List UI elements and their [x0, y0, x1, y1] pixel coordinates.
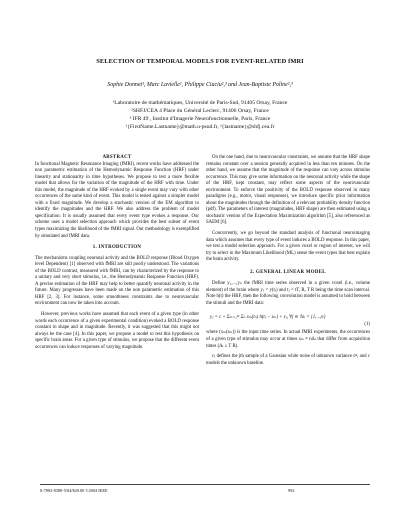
left-column [35, 155, 199, 355]
section-2-paragraph-1: Define y₁,...,yₙ the fMRI time series observed in a given voxel (i.e., volume element) of the brain where yⱼ = y(tⱼ) and tⱼ = tT, R, T R being the time scan interval. Note h(t) the HRF, then the following convolution model is assumed to hold between the stimuli and the fMRI data: [206, 281, 370, 306]
right-paragraph-1: On the one hand, due to neurovascular constraints, we assume that the HRF shape remains constant over a session generally acquired in less than ten minutes. On the other hand, we assume that the magnitude of the response can vary across stimulus occurrence. This may give some information on the neuronal activity while the shape of the HRF, kept constant, may reflect some aspects of the neurovascular environment. To enforce the positivity of the BOLD response observed in many paradigms (e.g., motor, visual responses), we introduce specific prior information about the magnitudes through the definition of a relevant probability density function (pdf). The parameters of interest (magnitudes, HRF shape) are then estimated using a stochastic version of the Expectation Maximization algorithm [5], also referenced as SAEM [6]. [206, 155, 370, 226]
equation-number: (1) [364, 322, 370, 328]
intro-paragraph-1: The mechanisms coupling neuronal activity and the BOLD response (Blood Oxygen level Dependent) [1] observed with fMRI are still poorly understood. The variations of the BOLD contrast, measured with fMRI, can by characterized by the response to a unitary and very short stimulus, i.e., the Hemodynamic Response Function (HRF). A precise estimation of the HRF may help to better quantify neuronal activity in the future. Many progresses have been made on the non parametric estimation of this HRF [2, 3]. For instance, some smoothness constraints due to neurovascular environment can now be taken into account. [35, 255, 199, 307]
page-number: 992 [288, 488, 295, 493]
abstract-text: In functional Magnetic Resonance Imaging (fMRI), recent works have addressed the non parametric estimation of the Hemodynamic Response Function (HRF) under linearity and stationarity in time hypotheses. We propose to test a more flexible model that allows for the variation of the magnitude of the HRF with time. Under this model, the magnitude of the HRF evoked by a single event may vary with other occurrences of the same kind of event. This model is tested against a simpler model with a fixed magnitude. We develop a stochastic version of the EM algorithm to identify the magnitudes and the HRF. We also address the problem of model specification: It is usually assumed that every event type evokes a response. Our scheme uses a model selection approach which provides the best subset of event types maximizing the likelihood of the fMRI signal. Our methodology is exemplified by simulated and fMRI data. [35, 161, 199, 239]
intro-paragraph-2: However, previous works have assumed that each event of a given type (in other words each occurrence of a given experimental condition) evoked a BOLD response constant in shape and in magnitude. Recently, it was suggested that this might not always be the case [4]. In this paper, we propose a model to test this hypothesis on specific brain areas. For a given type of stimulus, we propose that the different event occurrences can induce responses of varying magnitude. [35, 312, 199, 350]
section-2-paragraph-3: εⱼ defines the jth sample of a Gaussian white noise of unknown variance σ², and c models the unknown baseline. [206, 354, 370, 366]
affiliation-2: ²SHFJ/CEA 4 Place du Général Leclerc, 91406 Orsay, France [131, 108, 269, 114]
equation-1: yⱼ = c + Σₘ₌₁ᴹ Σₙ xₘ(tₙ) h(tⱼ − sₘ) + εⱼ, ∀j ∈ ℕₙ = {1,...,n} [210, 315, 326, 321]
paper-title: SELECTION OF TEMPORAL MODELS FOR EVENT-RELATED fMRI [96, 58, 304, 65]
footer-rule [40, 484, 370, 485]
section-2-heading: 2. GENERAL LINEAR MODEL [250, 269, 326, 275]
author-list: Sophie Donnet¹, Marc Lavielle¹, Philippe Ciuciu²,³ and Jean-Baptiste Poline²,³ [107, 82, 293, 88]
section-2-paragraph-2: where (xₘ(sₘ)) is the input time series. In actual fMRI experiments, the occurrences of a given type of stimulus may occur at times sₘ ≠ nΔₜ that differ from acquisition times (Δₜ ≤ T R). [206, 330, 370, 349]
right-paragraph-2: Concurrently, we go beyond the standard analysis of functional neuroimaging data which assumes that every type of event induces a BOLD response. In this paper, we test a model selection approach. For a given voxel or region of interest, we will try to select in the Maximum Likelihood (ML) sense the event types that best explain the brain activity. [206, 231, 370, 263]
abstract-heading: ABSTRACT [102, 155, 132, 160]
affiliation-emails: ¹{FirstName.Lastname}@math.u-psud.fr, ²{lastname}@shfj.cea.fr [125, 124, 275, 130]
affiliation-1: ¹Laboratoire de mathématiques, Université de Paris-Sud, 91405 Orsay, France [112, 100, 288, 106]
equation-block [206, 311, 370, 327]
right-column [206, 155, 370, 371]
section-1-heading: 1. INTRODUCTION [92, 245, 142, 251]
footer-copyright: 0-7803-8388-5/04/$20.00 ©2004 IEEE [40, 488, 108, 493]
affiliation-3: ³ IFR 49 , Institut d'Imagerie Neurofonctionnelle, Paris, France [129, 116, 271, 122]
